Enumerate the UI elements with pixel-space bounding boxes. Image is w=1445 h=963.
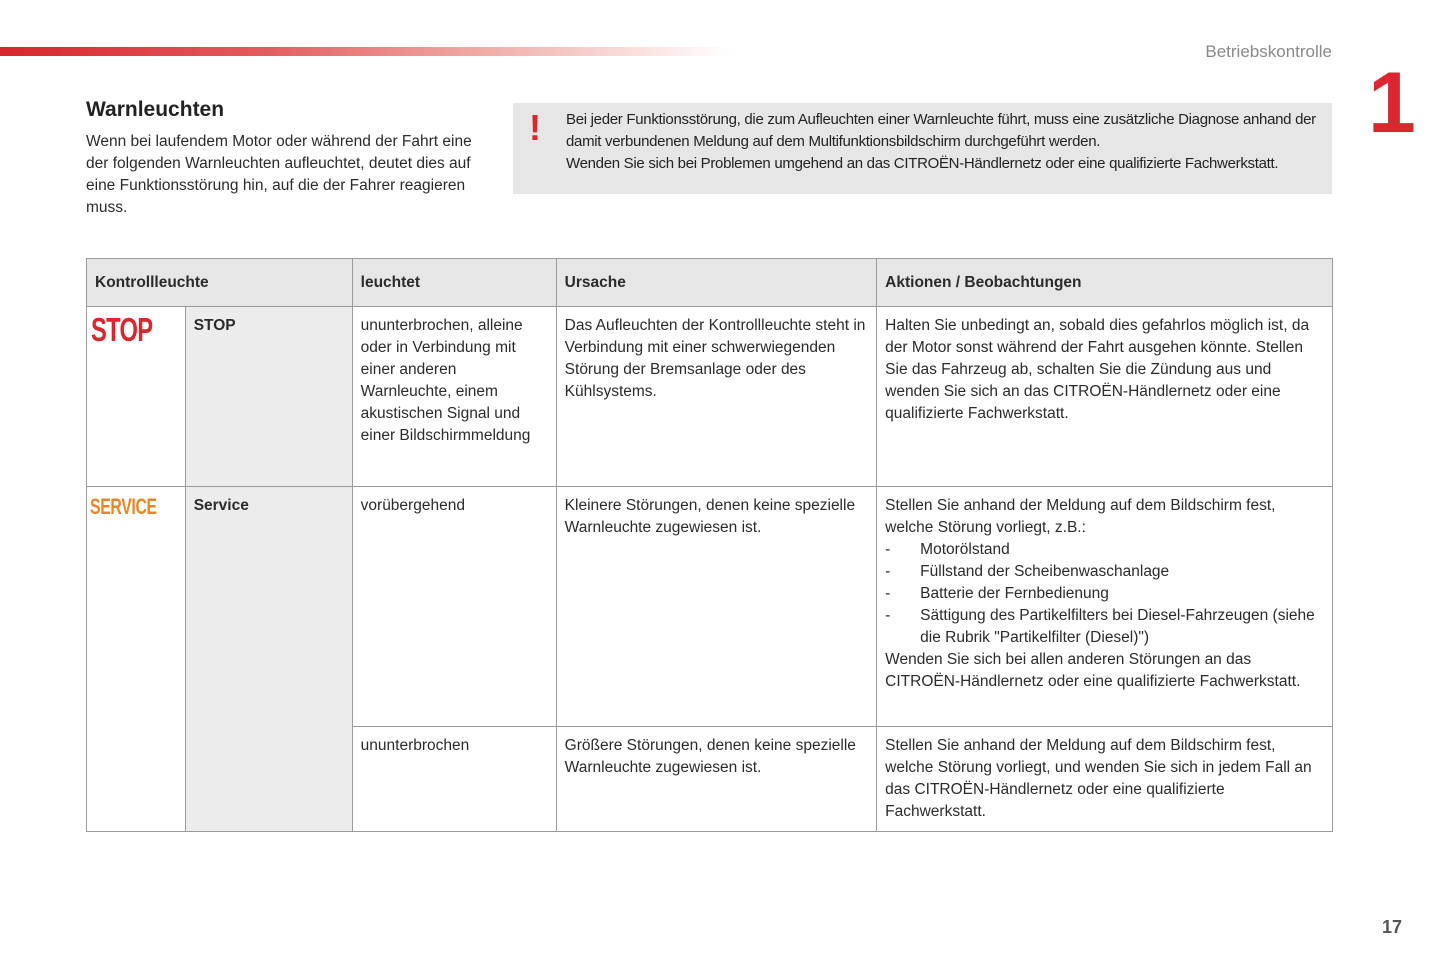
table-header-row xyxy=(87,259,1333,307)
list-item: - Füllstand der Scheibenwaschanlage xyxy=(885,561,1324,583)
section-title: Betriebskontrolle xyxy=(1205,42,1332,61)
service-row1-action-outro: Wenden Sie sich bei allen anderen Störungen an das CITROËN-Händlernetz oder eine qualifizierte Fachwerkstatt. xyxy=(885,651,1301,690)
service-name: Service xyxy=(185,487,352,832)
header-lit: leuchtet xyxy=(352,259,556,307)
warning-lights-table xyxy=(86,258,1333,832)
service-row2-lit: ununterbrochen xyxy=(352,727,556,832)
stop-action: Halten Sie unbedingt an, sobald dies gefahrlos möglich ist, da der Motor sonst während der Fahrt ausgehen könnte. Stellen Sie das Fahrzeug ab, schalten Sie die Zündung aus und wenden Sie sich an das CITROËN-Händlernetz oder eine qualifizierte Fachwerkstatt. xyxy=(877,307,1333,487)
service-warning-icon: SERVICE xyxy=(90,494,157,519)
stop-warning-icon: STOP xyxy=(91,311,153,348)
service-row1-action-intro: Stellen Sie anhand der Meldung auf dem Bildschirm fest, welche Störung vorliegt, z.B.: xyxy=(885,497,1276,536)
service-row1-action xyxy=(877,487,1333,727)
service-row2-action: Stellen Sie anhand der Meldung auf dem Bildschirm fest, welche Störung vorliegt, und wenden Sie sich in jedem Fall an das CITROËN-Händlernetz oder eine qualifizierte Fachwerkstatt. xyxy=(877,727,1333,832)
list-item: - Motorölstand xyxy=(885,539,1324,561)
header-cause: Ursache xyxy=(556,259,876,307)
chapter-number: 1 xyxy=(1368,55,1416,151)
list-item: - Batterie der Fernbedienung xyxy=(885,583,1324,605)
list-item: - Sättigung des Partikelfilters bei Diesel-Fahrzeugen (siehe die Rubrik "Partikelfilter (Diesel)") xyxy=(885,605,1324,649)
warning-box xyxy=(513,103,1332,194)
warning-line-1: Bei jeder Funktionsstörung, die zum Aufleuchten einer Warnleuchte führt, muss eine zusätzliche Diagnose anhand der damit verbundenen Meldung auf dem Multifunktionsbildschirm durchgeführt werden. xyxy=(566,111,1316,150)
table-row-stop xyxy=(87,307,1333,487)
exclamation-icon: ! xyxy=(529,107,541,148)
service-row2-cause: Größere Störungen, denen keine spezielle Warnleuchte zugewiesen ist. xyxy=(556,727,876,832)
header-lamp: Kontrollleuchte xyxy=(87,259,353,307)
header-accent-bar xyxy=(0,47,730,56)
service-row1-action-list xyxy=(885,539,1324,649)
stop-lit: ununterbrochen, alleine oder in Verbindung mit einer anderen Warnleuchte, einem akustischen Signal und einer Bildschirmmeldung xyxy=(352,307,556,487)
service-row1-lit: vorübergehend xyxy=(352,487,556,727)
stop-name: STOP xyxy=(185,307,352,487)
table-row-service-temporary xyxy=(87,487,1333,727)
service-row1-cause: Kleinere Störungen, denen keine spezielle Warnleuchte zugewiesen ist. xyxy=(556,487,876,727)
stop-lamp-cell xyxy=(87,307,186,487)
warning-line-2: Wenden Sie sich bei Problemen umgehend an das CITROËN-Händlernetz oder eine qualifizierte Fachwerkstatt. xyxy=(566,155,1279,172)
stop-cause: Das Aufleuchten der Kontrollleuchte steht in Verbindung mit einer schwerwiegenden Störung der Bremsanlage oder des Kühlsystems. xyxy=(556,307,876,487)
header-action: Aktionen / Beobachtungen xyxy=(877,259,1333,307)
intro-text: Wenn bei laufendem Motor oder während der Fahrt eine der folgenden Warnleuchten aufleuchtet, deutet dies auf eine Funktionsstörung hin, auf die der Fahrer reagieren muss. xyxy=(86,133,472,216)
warning-text xyxy=(566,109,1331,175)
page-number: 17 xyxy=(1382,917,1403,937)
service-lamp-cell xyxy=(87,487,186,832)
page-title: Warnleuchten xyxy=(86,98,225,121)
